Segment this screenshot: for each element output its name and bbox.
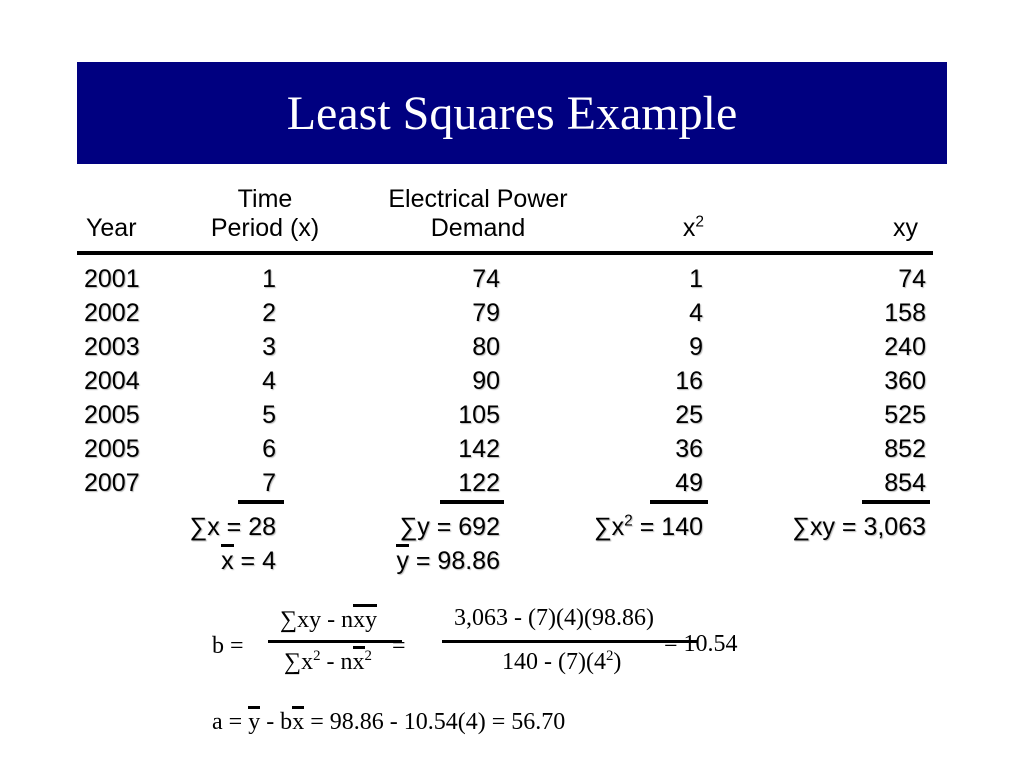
cell-y: 122 [458,469,500,497]
formula-b-lhs: b = [212,633,244,659]
formula-b-sub-fraction-bar [442,640,698,643]
formula-b-numerator [280,606,377,634]
header-year [86,214,137,243]
formula-b-sub-den-suffix: ) [613,649,622,675]
header-divider [77,251,933,255]
sum-xy: ∑xy = 3,063 [792,513,926,541]
formula-a [212,708,565,736]
cell-xy: 74 [898,265,926,293]
cell-xy: 360 [884,367,926,395]
formula-b-sub-den-prefix: 140 - (7)(4 [502,649,606,675]
header-x2-exp: 2 [695,213,704,231]
formula-b-num-prefix: ∑xy - n [280,607,354,633]
mean-y-symbol: y [396,547,409,575]
cell-year: 2005 [84,401,140,429]
cell-x2: 1 [689,265,703,293]
formula-b-denominator [284,648,372,676]
formula-b-equals: = [392,633,406,659]
cell-y: 74 [472,265,500,293]
cell-x: 1 [262,265,276,293]
cell-y: 142 [458,435,500,463]
formula-a-mid: - b [260,709,293,735]
cell-x: 6 [262,435,276,463]
cell-y: 80 [472,333,500,361]
sum-rule-xy [862,500,930,504]
header-x2-base: x [682,214,696,242]
cell-year: 2004 [84,367,140,395]
cell-x: 2 [262,299,276,327]
cell-xy: 158 [884,299,926,327]
cell-y: 105 [458,401,500,429]
cell-xy: 852 [884,435,926,463]
cell-x2: 25 [675,401,703,429]
formula-a-result: = 98.86 - 10.54(4) = 56.70 [304,709,566,735]
cell-x: 3 [262,333,276,361]
header-demand [360,185,596,243]
cell-y: 79 [472,299,500,327]
formula-a-ybar: y [248,709,261,735]
formula-b-result: = 10.54 [664,631,738,657]
cell-x: 7 [262,469,276,497]
cell-xy: 240 [884,333,926,361]
header-demand-line1: Electrical Power [388,185,568,213]
header-time-line1: Time [237,185,293,213]
sum-x: ∑x = 28 [189,513,276,541]
sum-x-squared [540,512,703,542]
slide-title-bar [77,62,947,164]
sum-rule-y [440,500,504,504]
cell-x: 5 [262,401,276,429]
slide-title: Least Squares Example [286,86,738,140]
formula-b-den-exp1: 2 [313,648,321,664]
header-year-text: Year [86,214,137,242]
formula-a-xbar: x [292,709,305,735]
sum-x2-exp: 2 [624,512,633,530]
formula-b-den-mid: - n [320,649,353,675]
formula-b-fraction-bar [268,640,402,643]
formula-b-sub-numerator: 3,063 - (7)(4)(98.86) [454,605,654,631]
mean-y-value: = 98.86 [408,547,500,575]
cell-year: 2005 [84,435,140,463]
cell-year: 2002 [84,299,140,327]
formula-b-sub-den-exp: 2 [605,648,614,664]
formula-b-num-xbar: x [353,607,366,633]
cell-x2: 49 [675,469,703,497]
cell-year: 2001 [84,265,140,293]
cell-x2: 4 [689,299,703,327]
sum-x2-value: = 140 [632,513,703,541]
sum-rule-x2 [650,500,708,504]
sum-x2-prefix: ∑x [593,513,625,541]
formula-b-den-prefix: ∑x [284,649,314,675]
cell-x2: 9 [689,333,703,361]
cell-x2: 36 [675,435,703,463]
header-time-period [190,185,340,243]
mean-x-value: = 4 [233,547,276,575]
header-time-line2: Period (x) [210,214,320,242]
mean-y [350,546,500,576]
header-demand-line2: Demand [430,214,526,242]
header-x-squared [620,214,704,243]
formula-b-num-ybar: y [365,607,378,633]
header-xy-text: xy [893,214,918,242]
cell-xy: 525 [884,401,926,429]
cell-year: 2007 [84,469,140,497]
header-xy [840,214,918,243]
formula-b-sub-denominator [502,648,621,676]
cell-y: 90 [472,367,500,395]
mean-x-symbol: x [221,547,234,575]
sum-rule-x [238,500,284,504]
cell-x2: 16 [675,367,703,395]
cell-x: 4 [262,367,276,395]
cell-year: 2003 [84,333,140,361]
formula-b-den-exp2: 2 [364,648,372,664]
formula-b-den-xbar: x [352,649,365,675]
mean-x [150,546,276,576]
formula-a-prefix: a = [212,709,249,735]
sum-y: ∑y = 692 [399,513,500,541]
cell-xy: 854 [884,469,926,497]
